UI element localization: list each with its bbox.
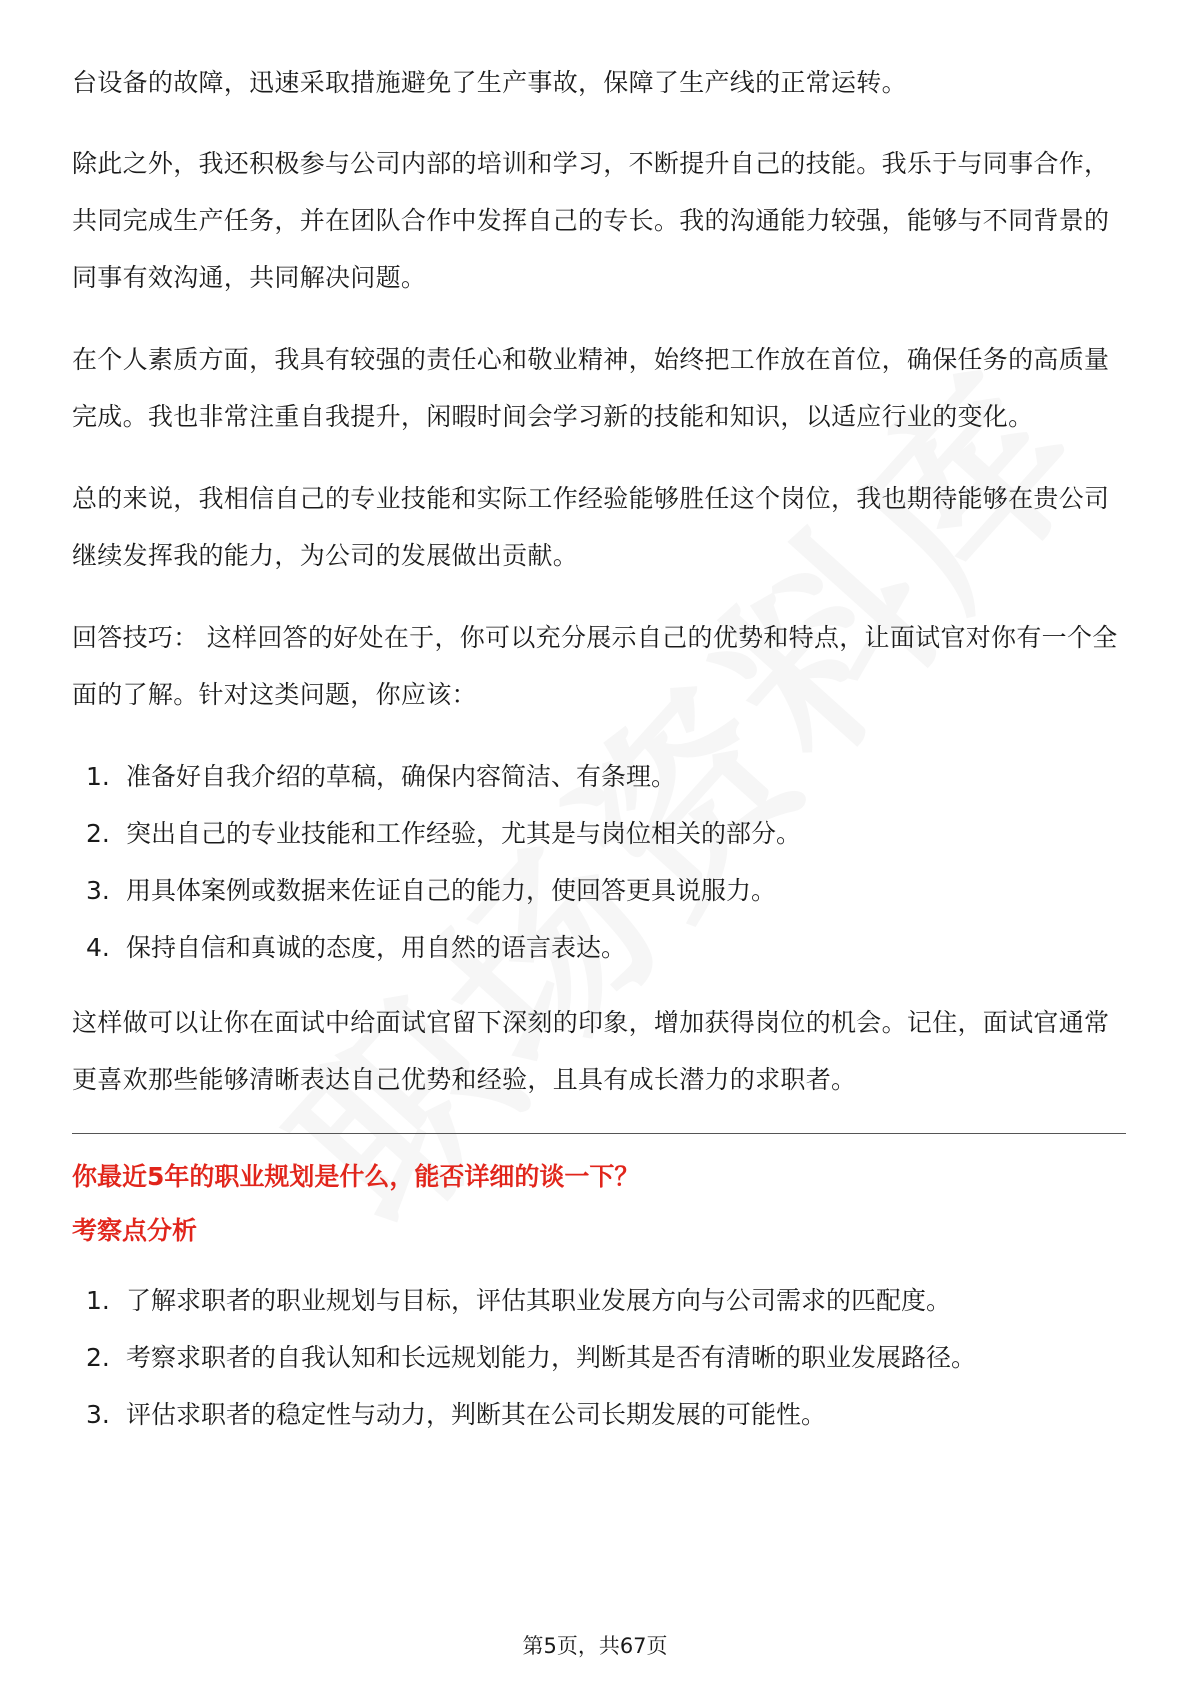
- list-item: [86, 1329, 1126, 1386]
- list-item: [86, 805, 1126, 862]
- analysis-list: [72, 1272, 1126, 1443]
- list-text: 考察求职者的自我认知和长远规划能力，判断其是否有清晰的职业发展路径。: [126, 1343, 977, 1372]
- list-text: 突出自己的专业技能和工作经验，尤其是与岗位相关的部分。: [126, 819, 802, 848]
- list-text: 了解求职者的职业规划与目标，评估其职业发展方向与公司需求的匹配度。: [126, 1286, 952, 1315]
- list-number: 1.: [86, 762, 110, 791]
- analysis-heading: 考察点分析: [72, 1216, 198, 1245]
- list-item: [86, 748, 1126, 805]
- list-text: 准备好自我介绍的草稿，确保内容简洁、有条理。: [126, 762, 677, 791]
- list-number: 3.: [86, 876, 110, 905]
- interview-question: 你最近5年的职业规划是什么，能否详细的谈一下？: [72, 1162, 640, 1191]
- paragraph-answer-tips: 回答技巧： 这样回答的好处在于，你可以充分展示自己的优势和特点，让面试官对你有一个全面的了解。针对这类问题，你应该：: [72, 623, 1118, 709]
- document-page: [72, 54, 1126, 1461]
- list-text: 评估求职者的稳定性与动力，判断其在公司长期发展的可能性。: [126, 1400, 827, 1429]
- paragraph-personal-quality: 在个人素质方面，我具有较强的责任心和敬业精神，始终把工作放在首位，确保任务的高质量完成。我也非常注重自我提升，闲暇时间会学习新的技能和知识，以适应行业的变化。: [72, 345, 1110, 431]
- paragraph-continued: 台设备的故障，迅速采取措施避免了生产事故，保障了生产线的正常运转。: [72, 68, 907, 97]
- list-text: 保持自信和真诚的态度，用自然的语言表达。: [126, 933, 627, 962]
- page-footer: 第5页，共67页: [522, 1634, 668, 1658]
- list-number: 3.: [86, 1400, 110, 1429]
- tips-list: [72, 748, 1126, 976]
- list-item: [86, 1272, 1126, 1329]
- list-text: 用具体案例或数据来佐证自己的能力，使回答更具说服力。: [126, 876, 777, 905]
- list-item: [86, 862, 1126, 919]
- list-number: 2.: [86, 819, 110, 848]
- list-number: 2.: [86, 1343, 110, 1372]
- paragraph-summary: 总的来说，我相信自己的专业技能和实际工作经验能够胜任这个岗位，我也期待能够在贵公司继续发挥我的能力，为公司的发展做出贡献。: [72, 484, 1110, 570]
- paragraph-closing: 这样做可以让你在面试中给面试官留下深刻的印象，增加获得岗位的机会。记住，面试官通常更喜欢那些能够清晰表达自己优势和经验，且具有成长潜力的求职者。: [72, 1008, 1110, 1094]
- list-item: [86, 919, 1126, 976]
- section-divider: [72, 1133, 1126, 1134]
- list-number: 4.: [86, 933, 110, 962]
- paragraph-teamwork: 除此之外，我还积极参与公司内部的培训和学习，不断提升自己的技能。我乐于与同事合作，共同完成生产任务，并在团队合作中发挥自己的专长。我的沟通能力较强，能够与不同背景的同事有效沟通，共同解决问题。: [72, 149, 1110, 292]
- list-item: [86, 1386, 1126, 1443]
- list-number: 1.: [86, 1286, 110, 1315]
